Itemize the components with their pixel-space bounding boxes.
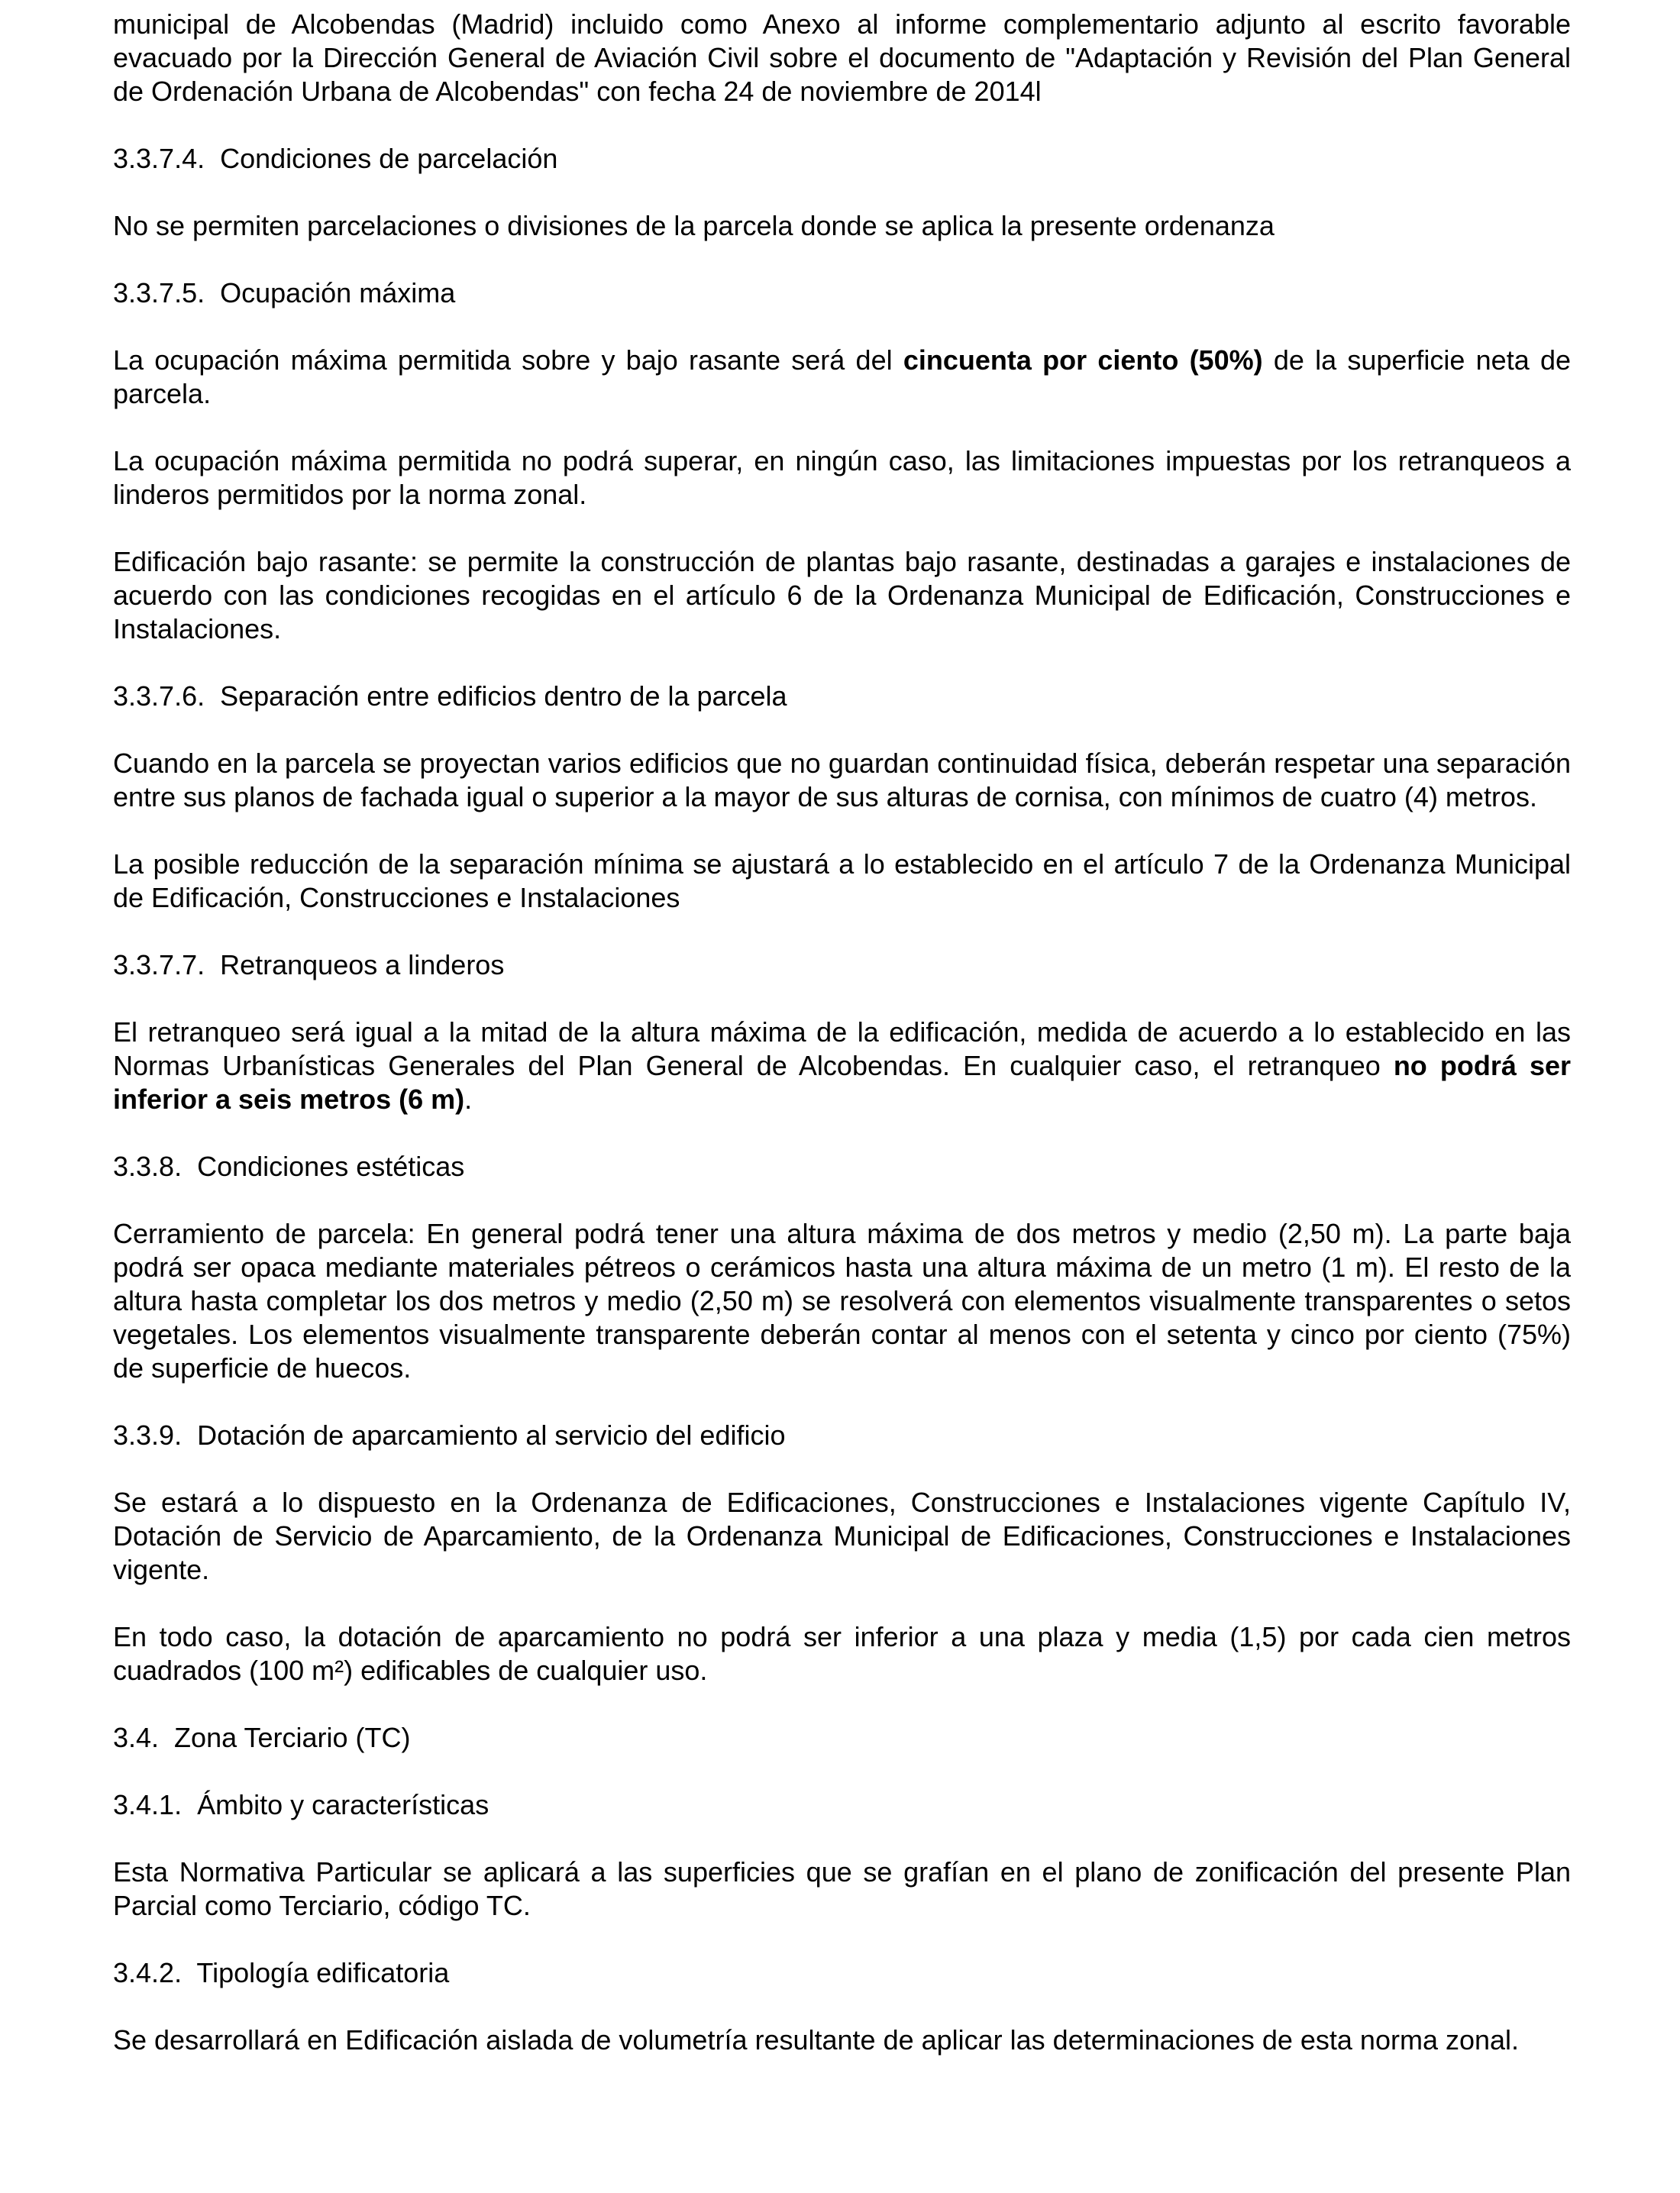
heading-3-4-2-tipologia-edificatoria xyxy=(113,1956,1571,1990)
paragraph-ocupacion-cincuenta-por-ciento xyxy=(113,344,1571,411)
paragraph-normativa-plano-zonificacion xyxy=(113,1855,1571,1923)
bold-text-run: no podrá ser inferior a seis metros (6 m) xyxy=(113,1050,1571,1115)
paragraph-separacion-planos-fachada xyxy=(113,747,1571,814)
text-run: . xyxy=(464,1084,473,1115)
text-run: 3.4.2. Tipología edificatoria xyxy=(113,1957,450,1988)
paragraph-plaza-y-media-por-cien-metros xyxy=(113,1620,1571,1688)
paragraph-no-se-permiten-parcelaciones xyxy=(113,209,1571,243)
heading-3-4-zona-terciario-tc xyxy=(113,1721,1571,1755)
paragraph-cerramiento-de-parcela xyxy=(113,1217,1571,1385)
text-run: 3.3.7.5. Ocupación máxima xyxy=(113,277,456,308)
heading-3-3-8-condiciones-esteticas xyxy=(113,1150,1571,1184)
paragraph-retranqueo-seis-metros xyxy=(113,1016,1571,1116)
text-run: En todo caso, la dotación de aparcamiento no podrá ser inferior a una plaza y media (1,5) por cada cien metros cuadrados (100 m²) edificables de cualquier uso. xyxy=(113,1621,1571,1686)
text-run: 3.3.7.4. Condiciones de parcelación xyxy=(113,143,558,174)
text-run: La ocupación máxima permitida no podrá superar, en ningún caso, las limitaciones impuestas por los retranqueos a linderos permitidos por la norma zonal. xyxy=(113,445,1571,510)
paragraph-edificacion-aislada-volumetria xyxy=(113,2023,1571,2057)
heading-3-3-7-5-ocupacion-maxima xyxy=(113,276,1571,310)
text-run: Edificación bajo rasante: se permite la construcción de plantas bajo rasante, destinadas a garajes e instalaciones de acuerdo con las condiciones recogidas en el artículo 6 de la Ordenanza Municipal de Edificación, Construcciones e Instalaciones. xyxy=(113,546,1571,644)
paragraph-informe-aviacion-civil xyxy=(113,8,1571,108)
paragraph-reduccion-separacion-minima xyxy=(113,848,1571,915)
text-run: de la superficie neta de parcela. xyxy=(113,344,1572,409)
text-run: No se permiten parcelaciones o divisiones de la parcela donde se aplica la presente ordenanza xyxy=(113,210,1275,241)
heading-3-3-9-dotacion-de-aparcamiento xyxy=(113,1419,1571,1452)
paragraph-edificacion-bajo-rasante xyxy=(113,545,1571,646)
text-run: El retranqueo será igual a la mitad de la altura máxima de la edificación, medida de acuerdo a lo establecido en las Normas Urbanísticas Generales del Plan General de Alcobendas. En cualquier caso, el retranqueo xyxy=(113,1016,1571,1081)
bold-text-run: cincuenta por ciento (50%) xyxy=(903,344,1263,376)
text-run: La posible reducción de la separación mínima se ajustará a lo establecido en el artículo 7 de la Ordenanza Municipal de Edificación, Construcciones e Instalaciones xyxy=(113,848,1571,913)
heading-3-3-7-7-retranqueos-a-linderos xyxy=(113,948,1571,982)
text-run: Se estará a lo dispuesto en la Ordenanza de Edificaciones, Construcciones e Instalaciones vigente Capítulo IV, Dotación de Servicio de Aparcamiento, de la Ordenanza Municipal de Edificaciones, Construcciones e Instalaciones vigente. xyxy=(113,1487,1571,1585)
paragraph-ocupacion-limitaciones-retranqueos xyxy=(113,444,1571,512)
heading-3-3-7-4-condiciones-de-parcelacion xyxy=(113,142,1571,176)
text-run: 3.3.7.6. Separación entre edificios dentro de la parcela xyxy=(113,680,787,712)
text-run: Cerramiento de parcela: En general podrá tener una altura máxima de dos metros y medio (2,50 m). La parte baja podrá ser opaca mediante materiales pétreos o cerámicos hasta una altura máxima de un metro (1 m). El resto de la altura hasta completar los dos metros y medio (2,50 m) se resolverá con elementos visualmente transparentes o setos vegetales. Los elementos visualmente transparente deberán contar al menos con el setenta y cinco por ciento (75%) de superficie de huecos. xyxy=(113,1218,1571,1384)
text-run: La ocupación máxima permitida sobre y bajo rasante será del xyxy=(113,344,903,376)
text-run: 3.4. Zona Terciario (TC) xyxy=(113,1722,411,1753)
text-run: Se desarrollará en Edificación aislada de volumetría resultante de aplicar las determinaciones de esta norma zonal. xyxy=(113,2024,1520,2056)
text-run: Cuando en la parcela se proyectan varios edificios que no guardan continuidad física, deberán respetar una separación entre sus planos de fachada igual o superior a la mayor de sus alturas de cornisa, con mínimos de cuatro (4) metros. xyxy=(113,748,1571,812)
paragraph-ordenanza-capitulo-iv xyxy=(113,1486,1571,1587)
heading-3-3-7-6-separacion-entre-edificios xyxy=(113,680,1571,713)
text-run: 3.3.8. Condiciones estéticas xyxy=(113,1151,465,1182)
heading-3-4-1-ambito-y-caracteristicas xyxy=(113,1788,1571,1822)
text-run: 3.3.7.7. Retranqueos a linderos xyxy=(113,949,505,980)
text-run: 3.4.1. Ámbito y características xyxy=(113,1789,489,1820)
text-run: municipal de Alcobendas (Madrid) incluido como Anexo al informe complementario adjunto al escrito favorable evacuado por la Dirección General de Aviación Civil sobre el documento de "Adaptación y Revisión del Plan General de Ordenación Urbana de Alcobendas" con fecha 24 de noviembre de 2014l xyxy=(113,8,1571,107)
text-run: 3.3.9. Dotación de aparcamiento al servicio del edificio xyxy=(113,1419,786,1451)
text-run: Esta Normativa Particular se aplicará a las superficies que se grafían en el plano de zonificación del presente Plan Parcial como Terciario, código TC. xyxy=(113,1856,1571,1921)
